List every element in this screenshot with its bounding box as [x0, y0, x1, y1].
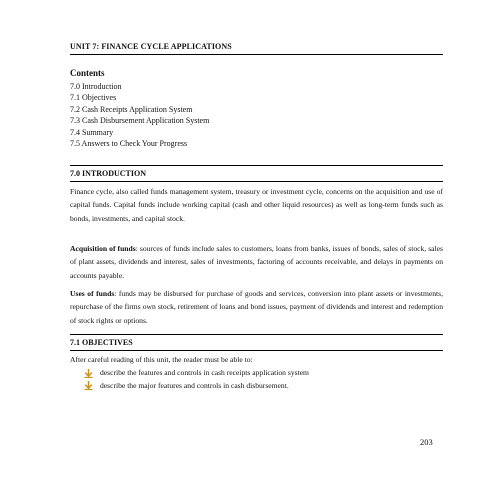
list-item — [84, 367, 309, 380]
objectives-heading: 7.1 OBJECTIVES — [70, 338, 133, 347]
uses-label: Uses of funds — [70, 289, 115, 298]
arrow-bullet-icon — [84, 369, 93, 378]
objectives-intro: After careful reading of this unit, the reader must be able to: — [70, 355, 253, 364]
list-item — [84, 380, 309, 393]
section-divider — [70, 181, 443, 182]
section-divider — [70, 350, 443, 351]
acquisition-text: : sources of funds include sales to customers, loans from banks, issues of bonds, sales of stock, sales of plant assets, dividends and interest, sales of investments, factoring of accounts receivable, and delays in payments on accounts payable. — [70, 244, 443, 280]
acquisition-paragraph — [70, 242, 443, 282]
toc-item-cash-disbursement: 7.3 Cash Disbursement Application System — [70, 116, 210, 126]
acquisition-label: Acquisition of funds — [70, 244, 136, 253]
introduction-heading: 7.0 INTRODUCTION — [70, 169, 147, 178]
toc-item-answers: 7.5 Answers to Check Your Progress — [70, 139, 188, 149]
page-number: 203 — [420, 437, 433, 447]
toc-item-objectives: 7.1 Objectives — [70, 93, 117, 103]
toc-item-cash-receipts: 7.2 Cash Receipts Application System — [70, 104, 193, 114]
table-of-contents — [70, 81, 209, 149]
objectives-list — [84, 367, 309, 392]
objective-text: describe the features and controls in cash receipts application system — [100, 368, 309, 377]
uses-text: : funds may be disbursed for purchase of goods and services, conversion into plant assets or investments, repurchase of the firms own stock, retirement of loans and bond issues, payment of dividends and interest and redemption of stock rights or options. — [70, 289, 443, 325]
objective-text: describe the major features and controls in cash disbursement. — [100, 380, 289, 390]
contents-heading: Contents — [70, 68, 105, 78]
arrow-bullet-icon — [84, 381, 93, 390]
section-divider — [70, 334, 443, 335]
uses-paragraph — [70, 287, 443, 327]
toc-item-introduction: 7.0 Introduction — [70, 82, 122, 91]
introduction-paragraph: Finance cycle, also called funds management system, treasury or investment cycle, concerns on the acquisition and use of capital funds. Capital funds include working capital (cash and other liquid resources) as well as long-term funds such as bonds, investments, and capital stock. — [70, 187, 443, 223]
toc-item-summary: 7.4 Summary — [70, 127, 114, 137]
unit-title: UNIT 7: FINANCE CYCLE APPLICATIONS — [70, 42, 443, 55]
section-divider — [70, 165, 443, 166]
